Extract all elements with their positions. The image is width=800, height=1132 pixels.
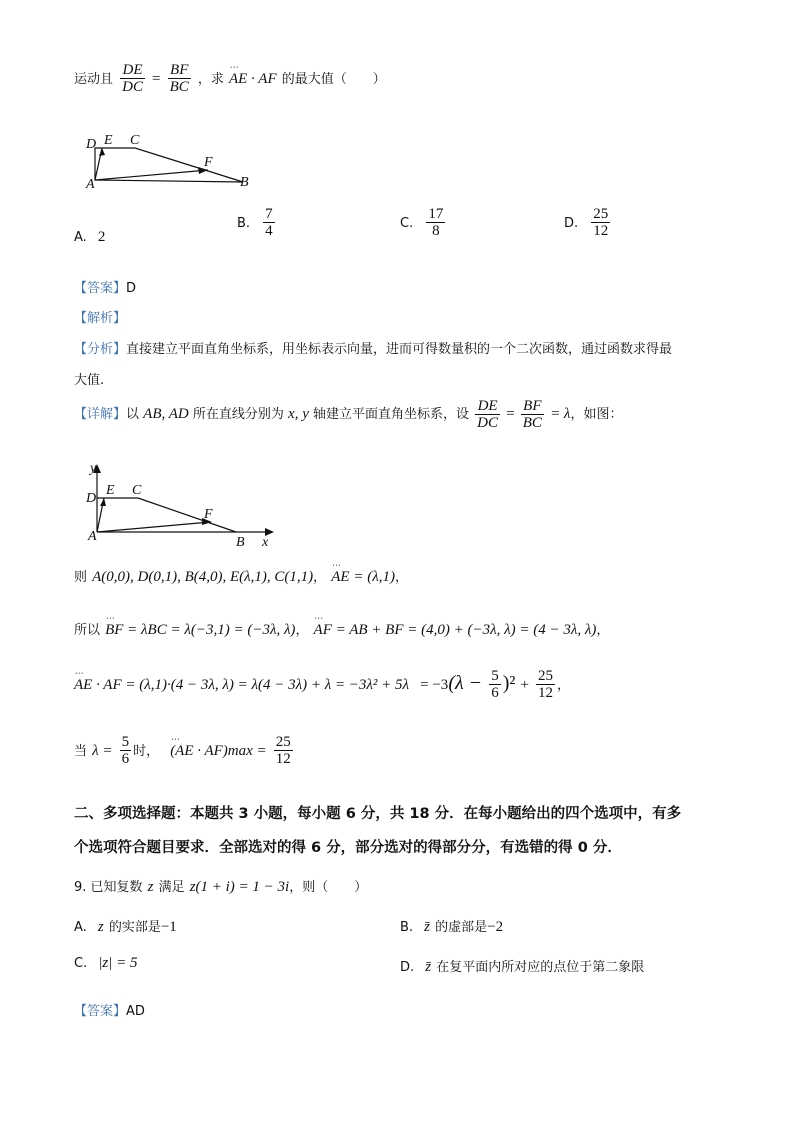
q9-option-c: C. |z| = 5 [74,955,138,971]
label-d: D [86,491,97,506]
frac-bf-bc: $\frac{BF}{BC}$ [169,62,189,95]
label-b: B [236,535,245,550]
option-b: B. $\frac{7}{4}$ [237,206,273,239]
option-c: C. $\frac{17}{8}$ [400,206,444,239]
frac-de-dc: $\frac{DE}{DC}$ [122,62,143,95]
label-f: F [204,155,213,170]
section2-line-1: 二、多项选择题：本题共 3 小题，每小题 6 分，共 18 分．在每小题给出的四个选项中，有多 [74,806,682,822]
stem-prefix: 运动且 [74,72,114,87]
label-c: C [130,133,140,148]
label-a: A [86,177,95,192]
answer-line: 【答案】D [74,281,137,296]
vector-expression: ⋯ AE · AF [229,71,277,88]
detail-line: 【详解】以 AB, AD 所在直线分别为 x, y 轴建立平面直角坐标系，设 $\frac{DE}{DC}$ = $\frac{BF}{BC}$ = λ，如图： [74,398,623,431]
label-x: x [262,535,269,550]
dot-product-line: ⋯ AE · AF = (λ,1)·(4 − 3λ, λ) = λ(4 − 3λ) + λ = −3λ² + 5λ = −3(λ − $\frac{5}{6}$ )² + $\frac{25}{12}$ ， [74,668,570,701]
fenxi-line-2: 大值. [74,373,105,388]
label-a: A [88,529,97,544]
label-d: D [86,137,97,152]
trapezoid-figure-1 [80,128,260,192]
coordinate-figure-2 [80,460,280,550]
section2-line-2: 个选项符合题目要求．全部选对的得 6 分，部分选对的得部分分，有选错的得 0 分． [74,840,622,856]
q9-option-a: A. z 的实部是−1 [74,919,177,935]
question-stem-line: 运动且 $\frac{DE}{DC}$ = $\frac{BF}{BC}$ ，求 ⋯ AE · AF 的最大值（ ） [74,62,386,95]
label-e: E [104,133,113,148]
q9-option-b: B. z̄ 的虚部是−2 [400,919,504,935]
points-line: 则 A(0,0), D(0,1), B(4,0), E(λ,1), C(1,1)， ⋯ AE = (λ,1)， [74,566,408,586]
max-line: 当 λ = $\frac{5}{6}$ 时， ⋯ (AE · AF)max = $\frac{25}{12}$ [74,734,295,767]
label-f: F [204,507,213,522]
fenxi-line-1: 【分析】直接建立平面直角坐标系，用坐标表示向量，进而可得数量积的一个二次函数，通过函数求得最 [74,342,673,357]
label-b: B [240,175,249,190]
answer2-line: 【答案】AD [74,1004,145,1019]
vectors-line: 所以 ⋯ BF = λBC = λ(−3,1) = (−3λ, λ)， ⋯ AF = AB + BF = (4,0) + (−3λ, λ) = (4 − 3λ, λ)， [74,619,609,639]
analysis-tag: 【解析】 [74,311,127,326]
option-a: A. 2 [74,229,106,245]
question-9: 9. 已知复数 z 满足 z(1 + i) = 1 − 3i，则（ ） [74,879,368,895]
label-c: C [132,483,142,498]
option-d: D. $\frac{25}{12}$ [564,206,609,239]
label-e: E [106,483,115,498]
q9-option-d: D. z̄ 在复平面内所对应的点位于第二象限 [400,959,645,975]
label-y: y [90,461,97,476]
